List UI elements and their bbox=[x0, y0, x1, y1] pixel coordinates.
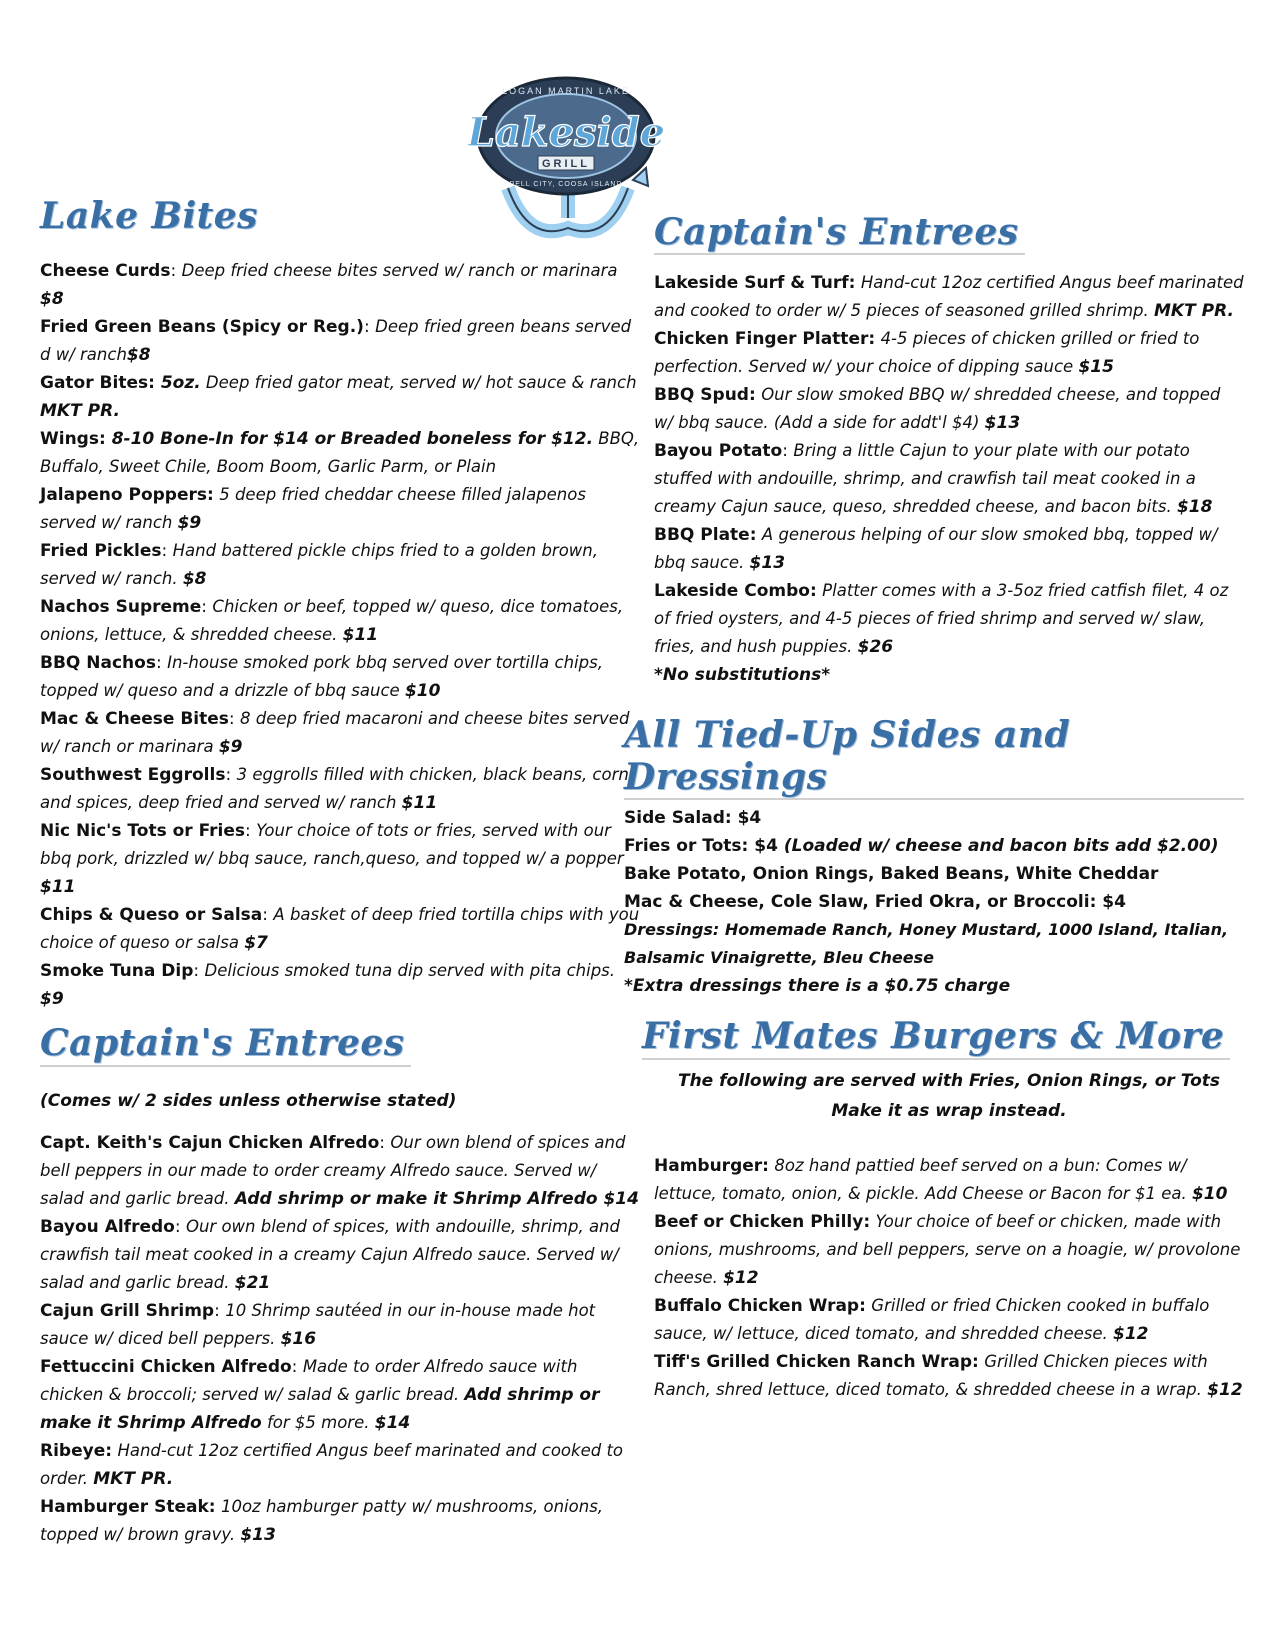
left-column bbox=[40, 196, 640, 1549]
item-separator: : bbox=[193, 961, 205, 982]
item-name: Mac & Cheese Bites bbox=[40, 709, 229, 730]
item-description: Our own blend of spices and bell peppers in our made to order creamy Alfredo sauce. Served w/ salad and garlic bread. bbox=[40, 1132, 626, 1208]
item-price: MKT PR. bbox=[1154, 301, 1234, 322]
burgers-heading: First Mates Burgers & More bbox=[642, 1016, 1230, 1059]
sides-line-3: Bake Potato, Onion Rings, Baked Beans, White Cheddar bbox=[624, 864, 1159, 885]
item-description: Your choice of beef or chicken, made with onions, mushrooms, and bell peppers, serve on a hoagie, w/ provolone cheese. bbox=[654, 1211, 1241, 1287]
item-description: Made to order Alfredo sauce with chicken & broccoli; served w/ salad & garlic bread. bbox=[40, 1356, 578, 1404]
item-description: 4-5 pieces of chicken grilled or fried to perfection. Served w/ your choice of dipping sauce bbox=[654, 329, 1200, 377]
item-price: $8 bbox=[40, 289, 64, 310]
burgers-note-2: Make it as wrap instead. bbox=[831, 1100, 1067, 1121]
sides-heading: All Tied-Up Sides and Dressings bbox=[624, 715, 1244, 800]
item-description: Grilled Chicken pieces with Ranch, shred lettuce, diced tomato, & shredded cheese in a wrap. bbox=[654, 1351, 1208, 1399]
item-separator: : bbox=[363, 317, 376, 338]
item-addon: Add shrimp or make it Shrimp Alfredo bbox=[40, 1384, 600, 1433]
item-price: $13 bbox=[984, 413, 1021, 434]
lake-bites-heading: Lake Bites bbox=[40, 195, 258, 237]
side-salad: Side Salad: $4 bbox=[624, 808, 762, 829]
menu-item bbox=[40, 1213, 640, 1297]
item-name: Beef or Chicken Philly: bbox=[654, 1211, 871, 1232]
menu-item bbox=[654, 325, 1244, 381]
fries-label: Fries or Tots: $4 bbox=[624, 836, 784, 857]
menu-item bbox=[40, 1297, 640, 1353]
menu-item bbox=[40, 369, 640, 425]
menu-item bbox=[654, 1152, 1244, 1208]
captains-entrees-list-right bbox=[654, 269, 1244, 661]
item-price: $8 bbox=[126, 345, 151, 366]
item-price: $21 bbox=[234, 1272, 271, 1293]
item-name: Hamburger Steak: bbox=[40, 1496, 216, 1517]
item-separator: : bbox=[291, 1356, 303, 1377]
fries-extra: (Loaded w/ cheese and bacon bits add $2.00) bbox=[783, 836, 1219, 857]
item-name: Chicken Finger Platter: bbox=[654, 329, 876, 350]
item-description: BBQ, Buffalo, Sweet Chile, Boom Boom, Garlic Parm, or Plain bbox=[40, 429, 640, 477]
item-price: $7 bbox=[244, 933, 268, 954]
menu-item bbox=[40, 1493, 640, 1549]
item-name: Jalapeno Poppers: bbox=[40, 485, 214, 506]
item-name: Nic Nic's Tots or Fries bbox=[40, 821, 245, 842]
menu-item bbox=[654, 437, 1244, 521]
lake-bites-list bbox=[40, 257, 640, 1013]
item-price: $15 bbox=[1078, 357, 1114, 378]
item-description: Deep fried gator meat, served w/ hot sauce & ranch bbox=[200, 373, 637, 393]
item-name: Cheese Curds bbox=[40, 261, 171, 282]
menu-item bbox=[40, 313, 640, 369]
item-name: Tiff's Grilled Chicken Ranch Wrap: bbox=[654, 1351, 979, 1372]
item-description: Hand-cut 12oz certified Angus beef marinated and cooked to order. bbox=[40, 1440, 624, 1488]
item-name: BBQ Plate: bbox=[654, 525, 757, 546]
item-description: Your choice of tots or fries, served with our bbq pork, drizzled w/ bbq sauce, ranch,queso, and topped w/ a popper bbox=[40, 821, 624, 869]
item-name: Hamburger: bbox=[654, 1155, 769, 1176]
item-name: Southwest Eggrolls bbox=[40, 765, 226, 786]
item-description: 10oz hamburger patty w/ mushrooms, onions, topped w/ brown gravy. bbox=[40, 1496, 604, 1544]
item-description: Hand battered pickle chips fried to a golden brown, served w/ ranch. bbox=[40, 541, 598, 589]
menu-item bbox=[40, 481, 640, 537]
item-separator: : bbox=[174, 1216, 186, 1237]
item-addon-detail: for $5 more. bbox=[261, 1412, 375, 1432]
item-separator: : bbox=[782, 441, 794, 462]
item-name-detail: 5oz. bbox=[160, 373, 201, 394]
item-name: Capt. Keith's Cajun Chicken Alfredo bbox=[40, 1132, 380, 1153]
item-price: $26 bbox=[857, 637, 894, 658]
item-name: Lakeside Combo: bbox=[654, 581, 817, 602]
extra-dressings-note: *Extra dressings there is a $0.75 charge bbox=[624, 976, 1011, 997]
item-description: Chicken or beef, topped w/ queso, dice tomatoes, onions, lettuce, & shredded cheese. bbox=[40, 597, 624, 645]
menu-item bbox=[654, 577, 1244, 661]
menu-item bbox=[654, 1208, 1244, 1292]
item-price: $11 bbox=[401, 793, 438, 814]
item-price: $13 bbox=[749, 553, 786, 574]
item-price: $14 bbox=[374, 1412, 411, 1433]
svg-text:PELL CITY, COOSA ISLAND: PELL CITY, COOSA ISLAND bbox=[509, 181, 623, 188]
sides-block bbox=[624, 804, 1244, 1000]
item-description: In-house smoked pork bbq served over tortilla chips, topped w/ queso and a drizzle of bbq sauce bbox=[40, 653, 603, 701]
item-name: Ribeye: bbox=[40, 1440, 113, 1461]
item-price: $9 bbox=[40, 989, 64, 1010]
item-name: Fried Green Beans (Spicy or Reg.) bbox=[40, 317, 364, 338]
menu-item bbox=[40, 957, 640, 1013]
item-description: 8 deep fried macaroni and cheese bites served w/ ranch or marinara bbox=[40, 709, 630, 757]
item-name: Buffalo Chicken Wrap: bbox=[654, 1295, 866, 1316]
sides-note: (Comes w/ 2 sides unless otherwise stated) bbox=[40, 1090, 457, 1111]
burgers-list bbox=[654, 1152, 1244, 1404]
item-price: $10 bbox=[404, 681, 441, 702]
svg-text:GRILL: GRILL bbox=[542, 158, 590, 170]
menu-item bbox=[40, 761, 640, 817]
item-description: 5 deep fried cheddar cheese filled jalapenos served w/ ranch bbox=[40, 485, 586, 533]
item-separator: : bbox=[262, 905, 274, 926]
item-description: A basket of deep fried tortilla chips with you choice of queso or salsa bbox=[40, 905, 640, 953]
item-description: Delicious smoked tuna dip served with pita chips. bbox=[204, 961, 616, 981]
item-description: Our own blend of spices, with andouille, shrimp, and crawfish tail meat cooked in a creamy Cajun Alfredo sauce. Served w/ salad and garlic bread. bbox=[40, 1216, 620, 1292]
captains-entrees-heading-left: Captain's Entrees bbox=[40, 1023, 411, 1066]
menu-item bbox=[654, 1348, 1244, 1404]
menu-item bbox=[40, 1129, 640, 1213]
menu-item bbox=[40, 425, 640, 481]
item-separator: : bbox=[201, 597, 213, 618]
no-substitutions-note: *No substitutions* bbox=[654, 665, 831, 686]
item-description: 3 eggrolls filled with chicken, black beans, corn, and spices, deep fried and served w/ ranch bbox=[40, 765, 635, 813]
item-name: Smoke Tuna Dip bbox=[40, 961, 194, 982]
item-separator: : bbox=[244, 821, 257, 842]
dressings-list: Dressings: Homemade Ranch, Honey Mustard, 1000 Island, Italian, Balsamic Vinaigrette, Bleu Cheese bbox=[624, 920, 1229, 968]
item-name: BBQ Spud: bbox=[654, 385, 756, 406]
menu-item bbox=[654, 381, 1244, 437]
item-description: Hand-cut 12oz certified Angus beef marinated and cooked to order w/ 5 pieces of seasoned grilled shrimp. bbox=[654, 273, 1244, 321]
svg-text:LOGAN MARTIN LAKE: LOGAN MARTIN LAKE bbox=[502, 86, 630, 96]
menu-item bbox=[40, 817, 640, 901]
item-price: $16 bbox=[280, 1328, 317, 1349]
item-price: $12 bbox=[1113, 1323, 1149, 1344]
item-name: Wings: bbox=[40, 429, 112, 450]
item-price: $14 bbox=[597, 1188, 639, 1209]
item-description: A generous helping of our slow smoked bbq, topped w/ bbq sauce. bbox=[654, 525, 1218, 573]
svg-text:Lakeside: Lakeside bbox=[468, 109, 666, 156]
item-description: Platter comes with a 3-5oz fried catfish filet, 4 oz of fried oysters, and 4-5 pieces of fried shrimp and served w/ slaw, fries, and hush puppies. bbox=[654, 581, 1229, 657]
item-separator: : bbox=[225, 765, 237, 786]
item-name: Fried Pickles bbox=[40, 541, 162, 562]
item-description: Grilled or fried Chicken cooked in buffalo sauce, w/ lettuce, diced tomato, and shredded cheese. bbox=[654, 1295, 1210, 1343]
item-description: Deep fried green beans served d w/ ranch bbox=[40, 317, 632, 365]
item-name: Nachos Supreme bbox=[40, 597, 202, 618]
item-price: MKT PR. bbox=[93, 1468, 174, 1489]
captains-entrees-heading-right: Captain's Entrees bbox=[654, 212, 1025, 255]
item-price: $11 bbox=[342, 625, 379, 646]
item-separator: : bbox=[155, 653, 168, 674]
menu-item bbox=[654, 521, 1244, 577]
item-price: $9 bbox=[177, 513, 202, 534]
item-price: $13 bbox=[240, 1524, 276, 1545]
menu-item bbox=[40, 1353, 640, 1437]
menu-item bbox=[40, 649, 640, 705]
item-price: $12 bbox=[1207, 1379, 1243, 1400]
item-name: BBQ Nachos bbox=[40, 653, 156, 674]
item-price: $18 bbox=[1176, 497, 1213, 518]
item-price: MKT PR. bbox=[40, 401, 120, 422]
menu-item bbox=[40, 593, 640, 649]
item-description: Deep fried cheese bites served w/ ranch or marinara bbox=[181, 261, 618, 281]
captains-entrees-list-left bbox=[40, 1129, 640, 1549]
item-separator: : bbox=[170, 261, 182, 282]
right-column bbox=[624, 211, 1244, 1404]
item-description: Bring a little Cajun to your plate with our potato stuffed with andouille, shrimp, and crawfish tail meat cooked in a creamy Cajun sauce, queso, shredded cheese, and bacon bits. bbox=[654, 441, 1196, 517]
item-name: Fettuccini Chicken Alfredo bbox=[40, 1356, 292, 1377]
item-description: 10 Shrimp sautéed in our in-house made hot sauce w/ diced bell peppers. bbox=[40, 1300, 596, 1348]
item-price: $11 bbox=[40, 877, 76, 898]
item-price: $12 bbox=[723, 1267, 759, 1288]
item-price: $8 bbox=[182, 569, 207, 590]
item-name-detail: 8-10 Bone-In for $14 or Breaded boneless for $12. bbox=[111, 429, 594, 450]
item-name: Lakeside Surf & Turf: bbox=[654, 273, 856, 294]
menu-item bbox=[40, 257, 640, 313]
menu-item bbox=[40, 1437, 640, 1493]
sides-line-4: Mac & Cheese, Cole Slaw, Fried Okra, or Broccoli: $4 bbox=[624, 892, 1126, 913]
item-description: 8oz hand pattied beef served on a bun: Comes w/ lettuce, tomato, onion, & pickle. Add Cheese or Bacon for $1 ea. bbox=[654, 1155, 1192, 1203]
item-description: Our slow smoked BBQ w/ shredded cheese, and topped w/ bbq sauce. (Add a side for addt'l $4) bbox=[654, 385, 1221, 433]
burgers-note-1: The following are served with Fries, Onion Rings, or Tots bbox=[677, 1070, 1221, 1091]
item-name: Bayou Potato bbox=[654, 441, 783, 462]
item-separator: : bbox=[228, 709, 241, 730]
item-addon: Add shrimp or make it Shrimp Alfredo bbox=[234, 1188, 598, 1209]
item-name: Chips & Queso or Salsa bbox=[40, 905, 263, 926]
menu-item bbox=[40, 537, 640, 593]
menu-item bbox=[654, 1292, 1244, 1348]
item-price: $10 bbox=[1191, 1183, 1228, 1204]
item-name: Cajun Grill Shrimp bbox=[40, 1300, 215, 1321]
menu-item bbox=[654, 269, 1244, 325]
menu-item bbox=[40, 705, 640, 761]
item-separator: : bbox=[379, 1132, 391, 1153]
item-separator: : bbox=[161, 541, 173, 562]
fries-or-tots bbox=[624, 832, 1244, 860]
menu-item bbox=[40, 901, 640, 957]
item-price: $9 bbox=[218, 737, 243, 758]
item-name: Bayou Alfredo bbox=[40, 1216, 175, 1237]
item-name: Gator Bites: bbox=[40, 373, 161, 394]
item-separator: : bbox=[214, 1300, 226, 1321]
